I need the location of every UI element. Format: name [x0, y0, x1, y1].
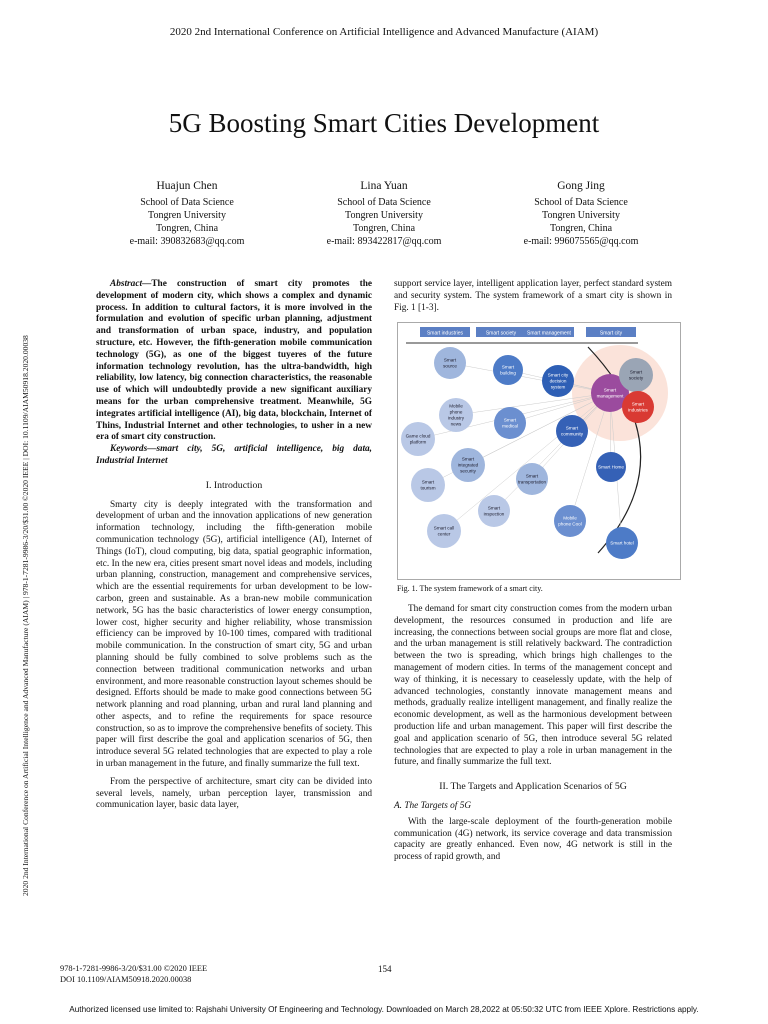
intro-paragraph-2: From the perspective of architecture, smart city can be divided into several levels, namely, urban perception layer, transmission and communication layer, basic data layer,	[96, 776, 372, 811]
abstract-text: —The construction of smart city promotes the development of modern city, which shows a complex and dynamic process. In addition to cultural factors, it is more involved in the formulation and evolution of specific urban planning, adjustment and transformation of urban space, industry, and population structure, etc. However, the fifth-generation mobile communication technology (5G), as one of the biggest tuyeres of the future information technology revolution, has the ultra-bandwidth, high reliability, low latency, big connection characteristics, the reasonable use of which will undoubtedly provide a new significant auxiliary means for the urban comprehensive treatment. Meanwhile, 5G integrates artificial intelligence (AI), big data, blockchain, Internet of Thins, Industrial Internet and other technologies, to usher in a new era of smart city construction.	[96, 279, 372, 443]
figure-node-label: Smart tourism	[420, 479, 436, 491]
right-column-bottom	[394, 604, 672, 864]
keywords-text: —smart city, 5G, artificial intelligence, big data, Industrial Internet	[96, 444, 372, 466]
author-email: e-mail: 390832683@qq.com	[129, 236, 245, 247]
figure-node-label: Mobile phone Cool	[558, 515, 582, 527]
author-dept: School of Data Science	[534, 197, 628, 208]
conference-header: 2020 2nd International Conference on Artificial Intelligence and Advanced Manufacture (AIAM)	[169, 26, 599, 38]
figure-node-label: Smart industries	[628, 401, 648, 413]
figure-node-label: Smart source	[443, 357, 457, 369]
author-univ: Tongren University	[542, 210, 620, 221]
author-univ: Tongren University	[148, 210, 226, 221]
figure-node-label: Smart city decision system	[547, 372, 569, 390]
footer-publication-info	[60, 963, 207, 985]
author-dept: School of Data Science	[140, 197, 234, 208]
author-location: Tongren, China	[352, 223, 416, 234]
author-name: Gong Jing	[557, 180, 605, 192]
subsection-heading-targets-of-5g: A. The Targets of 5G	[394, 800, 472, 811]
figure-top-label: Smart industries	[426, 330, 464, 337]
figure-node-label: Game cloud platform	[405, 433, 431, 445]
figure-node-label: Smart Home	[598, 464, 624, 470]
figure-node-label: Smart management	[596, 387, 624, 399]
author-location: Tongren, China	[549, 223, 613, 234]
license-notice: Authorized licensed use limited to: Rajshahi University Of Engineering and Technology. Downloaded on March 28,2022 at 05:50:32 UTC from IEEE Xplore. Restrictions apply.	[69, 1005, 699, 1014]
author-dept: School of Data Science	[337, 197, 431, 208]
author-email: e-mail: 996075565@qq.com	[523, 236, 639, 247]
figure-node-label: Smart integrated security	[457, 456, 479, 474]
figure-node-label: Smart inspection	[483, 505, 505, 517]
side-citation	[9, 0, 30, 1024]
figure-node-label: Mobile phone industry news	[447, 403, 465, 427]
figure-top-label: Smart management	[527, 330, 571, 337]
paper-title: 5G Boosting Smart Cities Development	[168, 108, 600, 138]
figure-node-label: Smart transportation	[517, 473, 547, 485]
figure-node-label: Smart call center	[433, 525, 455, 537]
abstract	[96, 279, 372, 444]
figure-top-label: Smart society	[485, 330, 517, 337]
footer-doi: DOI 10.1109/AIAM50918.2020.00038	[60, 975, 192, 984]
figure-diagram	[398, 323, 680, 579]
section-heading-targets: II. The Targets and Application Scenarios of 5G	[439, 781, 627, 793]
intro-paragraph-1: Smarty city is deeply integrated with the transformation and development of urban and the innovation applications of new generation information technology, including the fifth-generation mobile communication technology (5G), artificial intelligence (AI), Internet of Things (IoT), cloud computing, big data, spatial geographic information, etc. In the new era, cities present smart novel ideas and models, including urban planning, construction, management and comprehensive services, which are the essential requirements for urban development to be low-carbon, green and sustainable. As a bran-new mobile communication network, 5G has the basic characteristics of lower energy consumption, lower cost, higher security and higher reliability, whose transmission efficiency can be improved by 10-100 times, compared with traditional mobile communication. In the construction of smart city, 5G and urban planning should be fully combined to solve problems such as the connection between traditional communication networks and urban environment, and more reasonable construction layout schemes should be designed. Efforts should be made to make good connections between 5G network planning and road planning, urban and rural land planning and other aspects, and to refine the requirements for space resource construction, so as to improve the comprehensive benefits of society. This paper will first describe the goal and application scenarios of 5G, then introduce several 5G related technologies that are expected to play a role in urban management in the future, and finally summarize the full text.	[96, 499, 372, 770]
keywords-label: Keywords	[110, 444, 148, 455]
author-name: Huajun Chen	[156, 180, 218, 192]
author-email: e-mail: 893422817@qq.com	[326, 236, 442, 247]
author-location: Tongren, China	[155, 223, 219, 234]
figure-top-label: Smart city	[599, 330, 623, 337]
right-paragraph-1: support service layer, intelligent application layer, perfect standard system and security system. The system framework of a smart city is shown in Fig. 1 [1-3].	[394, 279, 672, 313]
author-block-2	[274, 180, 494, 248]
keywords	[96, 444, 372, 468]
figure-node-label: Smart society	[628, 369, 644, 381]
author-block-3	[471, 180, 691, 248]
figure-node-label: Smart community	[560, 425, 584, 437]
right-column-top	[394, 279, 672, 314]
abstract-label: Abstract	[110, 279, 143, 289]
side-citation-text: 2020 2nd International Conference on Artificial Intelligence and Advanced Manufacture (AIAM) | 978-1-7281-9986-3/20/$31.00 ©2020 IEEE | DOI: 10.1109/AIAM50918.2020.00038	[21, 335, 30, 896]
right-paragraph-2: The demand for smart city construction comes from the modern urban development, the resources consumed in production and life are increasing, the connections between social groups are more flat and close, and the urban management is still relatively backward. The contradiction between the two is spreading, which brings high challenges to the management of modern cities. In terms of the management concept and way of thinking, it is necessary to ceaselessly update, with the help of advanced technologies, constantly innovate management means and methods, gradually realize intelligent management, and finally realize the economic development, as well as the harmonious development between production life and urban management. This paper will first describe the goal and application scenario of 5G, then introduce several 5G related technologies that are expected to play a role in urban management in the future, and finally summarize the full text.	[394, 604, 672, 768]
section-2a-paragraph-1: With the large-scale deployment of the fourth-generation mobile communication (4G) network, its service coverage and data transmission capacity are greatly enhanced. Even now, 4G network is still in the process of rapid growth, and	[394, 816, 672, 863]
figure-node-label: Smart medical	[502, 417, 518, 429]
page-number: 154	[378, 964, 392, 974]
footer-isbn: 978-1-7281-9986-3/20/$31.00 ©2020 IEEE	[60, 964, 208, 973]
figure-caption: Fig. 1. The system framework of a smart city.	[397, 584, 543, 593]
figure-system-framework	[397, 322, 681, 580]
author-block-1	[77, 180, 297, 248]
left-column	[96, 279, 372, 812]
author-univ: Tongren University	[345, 210, 423, 221]
figure-node-label: Smart hotel	[610, 540, 634, 546]
figure-node-label: Smart building	[500, 364, 516, 376]
author-name: Lina Yuan	[360, 180, 408, 192]
section-heading-introduction: I. Introduction	[205, 479, 263, 491]
